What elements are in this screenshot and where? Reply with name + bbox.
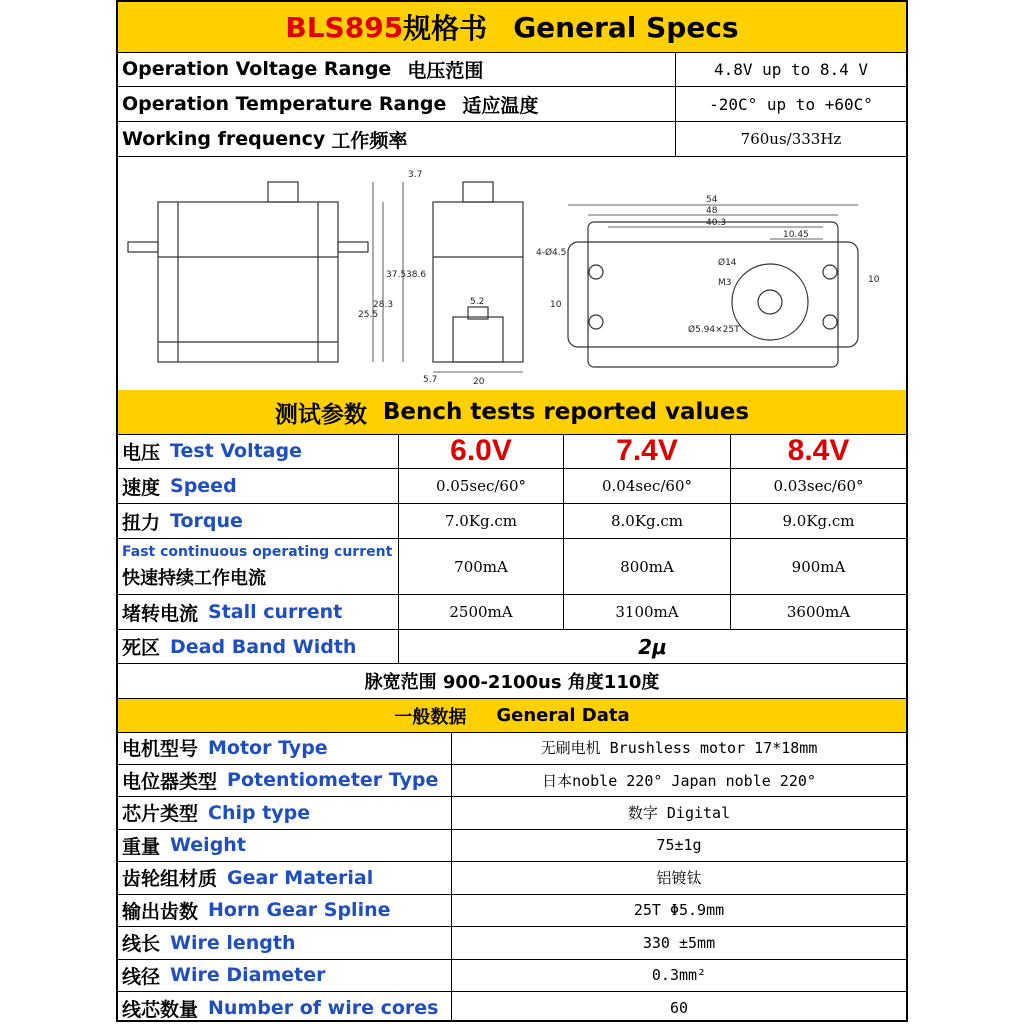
dim-label: 25.5	[358, 310, 379, 320]
spec-value: 4.8V up to 8.4 V	[713, 59, 869, 79]
pulse-range-row	[118, 664, 906, 699]
front-view-body	[433, 202, 523, 362]
bench-value: 8.0Kg.cm	[564, 504, 731, 538]
spec-sheet	[116, 0, 908, 1022]
general-data-value: 数字 Digital	[627, 804, 731, 823]
row-label-en: Torque	[170, 510, 243, 532]
dim-label: Ø14	[718, 258, 737, 268]
row-label-en: Chip type	[208, 801, 311, 824]
row-label-en: Potentiometer Type	[227, 769, 439, 792]
row-label-cn: 速度	[122, 476, 161, 499]
bench-title-cn: 测试参数	[274, 401, 367, 428]
dim-label: 5.2	[470, 297, 485, 307]
general-data-value: 无刷电机 Brushless motor 17*18mm	[540, 739, 818, 758]
row-label-en: Number of wire cores	[208, 997, 439, 1020]
technical-drawing	[118, 157, 906, 391]
dim-label: Ø5.94×25T	[688, 325, 740, 335]
general-data-title-en: General Data	[496, 705, 630, 726]
spec-label: Working frequency	[122, 128, 326, 150]
spec-label: Operation Temperature Range	[122, 93, 447, 115]
general-data-row	[118, 895, 906, 928]
dim-label: 40.3	[706, 218, 727, 228]
row-label-cn: 电机型号	[122, 738, 199, 761]
dim-label: 54	[706, 195, 718, 205]
bench-row-stall-current	[118, 595, 906, 630]
bench-value: 3100mA	[564, 595, 731, 629]
bench-value: 0.05sec/60°	[399, 469, 564, 503]
row-label-cn: 电压	[122, 441, 161, 464]
row-label-en: Horn Gear Spline	[208, 899, 391, 922]
bench-title-en: Bench tests reported values	[382, 399, 750, 425]
general-data-value: 25T Φ5.9mm	[633, 901, 725, 920]
dim-label: 3.7	[408, 170, 423, 180]
spec-row-voltage	[118, 52, 906, 87]
bench-row-speed	[118, 469, 906, 504]
row-label-cn: 线长	[122, 933, 161, 956]
dim-label: 10.45	[783, 230, 809, 240]
general-data-row	[118, 830, 906, 863]
row-label-cn: 芯片类型	[122, 803, 199, 826]
voltage-6v: 6.0V	[399, 434, 564, 468]
bench-value: 0.04sec/60°	[564, 469, 731, 503]
row-label-cn: 重量	[122, 835, 161, 858]
dim-label: 20	[473, 377, 485, 387]
general-data-value: 日本noble 220° Japan noble 220°	[542, 771, 816, 790]
general-data-value: 0.3mm²	[651, 966, 707, 985]
general-data-title-cn: 一般数据	[394, 706, 467, 728]
row-label-cn: 堵转电流	[122, 602, 199, 625]
bench-tests-band	[118, 390, 906, 435]
row-label-en: Motor Type	[208, 736, 328, 759]
spec-row-frequency	[118, 122, 906, 157]
bench-value: 800mA	[564, 539, 731, 594]
spec-value: 760us/333Hz	[740, 130, 842, 148]
dim-label: 10	[868, 275, 880, 285]
row-label-cn: 死区	[122, 637, 161, 659]
general-data-value: 铝镀钛	[656, 869, 702, 888]
general-data-row	[118, 927, 906, 960]
voltage-8v4: 8.4V	[787, 434, 850, 467]
bench-value: 2500mA	[399, 595, 564, 629]
model-name: BLS895	[285, 10, 404, 44]
row-label-cn: 输出齿数	[122, 900, 199, 923]
dim-label: 37.5	[386, 270, 407, 280]
row-label-en: Speed	[170, 475, 237, 497]
row-label-en: Wire length	[170, 931, 296, 954]
bench-row-continuous-current	[118, 539, 906, 595]
row-label-cn: 线芯数量	[122, 998, 199, 1021]
bench-value: 9.0Kg.cm	[782, 512, 855, 530]
bench-value: 0.03sec/60°	[773, 477, 864, 495]
row-label-cn: 快速持续工作电流	[122, 567, 266, 589]
spec-row-temperature	[118, 87, 906, 122]
output-horn-outline	[732, 264, 808, 340]
bench-row-torque	[118, 504, 906, 539]
general-data-row	[118, 992, 906, 1022]
dim-label: 5.7	[423, 375, 438, 385]
row-label-cn: 线径	[122, 965, 161, 988]
spec-label: Operation Voltage Range	[122, 58, 392, 80]
dim-label: 10	[550, 300, 562, 310]
bench-value: 7.0Kg.cm	[399, 504, 564, 538]
row-label-en: Wire Diameter	[170, 964, 326, 987]
voltage-7v4: 7.4V	[564, 434, 731, 468]
bench-value: 700mA	[399, 539, 564, 594]
bench-row-voltage	[118, 434, 906, 469]
row-label-en: Weight	[170, 834, 246, 857]
dim-label: 4-Ø4.5	[536, 248, 567, 258]
row-label-cn: 扭力	[122, 511, 161, 534]
general-data-row	[118, 862, 906, 895]
general-data-row	[118, 732, 906, 765]
pulse-range-text: 脉宽范围 900-2100us 角度110度	[364, 672, 660, 693]
spec-label-cn: 适应温度	[462, 94, 539, 117]
dim-label: 28.3	[373, 300, 394, 310]
bench-value: 3600mA	[786, 603, 851, 621]
row-label-cn: 齿轮组材质	[122, 868, 218, 891]
title-en: General Specs	[513, 10, 739, 44]
dim-label: M3	[718, 278, 732, 288]
general-data-row	[118, 797, 906, 830]
servo-dimension-drawing	[118, 157, 906, 390]
row-label-en: Stall current	[208, 601, 343, 623]
row-label-cn: 电位器类型	[122, 770, 218, 793]
spec-value: -20C° up to +60C°	[709, 94, 873, 114]
general-data-value: 330 ±5mm	[642, 933, 716, 952]
row-label-en: Gear Material	[227, 866, 374, 889]
general-data-band	[118, 699, 906, 733]
general-data-row	[118, 960, 906, 993]
row-label-en: Dead Band Width	[170, 635, 357, 658]
spec-label-cn: 工作频率	[331, 129, 408, 152]
general-data-row	[118, 765, 906, 798]
general-data-value: 75±1g	[656, 836, 702, 855]
dim-label: 48	[706, 206, 718, 216]
spec-label-cn: 电压范围	[407, 59, 484, 82]
bench-value: 900mA	[791, 557, 846, 576]
side-view-body	[158, 202, 338, 362]
bench-row-deadband	[118, 630, 906, 664]
deadband-value: 2μ	[638, 634, 667, 659]
title-cn: 规格书	[403, 12, 488, 45]
general-data-value: 60	[669, 999, 689, 1018]
dim-label: 38.6	[406, 270, 427, 280]
row-label-en: Test Voltage	[170, 440, 302, 462]
row-label-en: Fast continuous operating current	[122, 543, 393, 560]
title-band	[118, 2, 906, 53]
